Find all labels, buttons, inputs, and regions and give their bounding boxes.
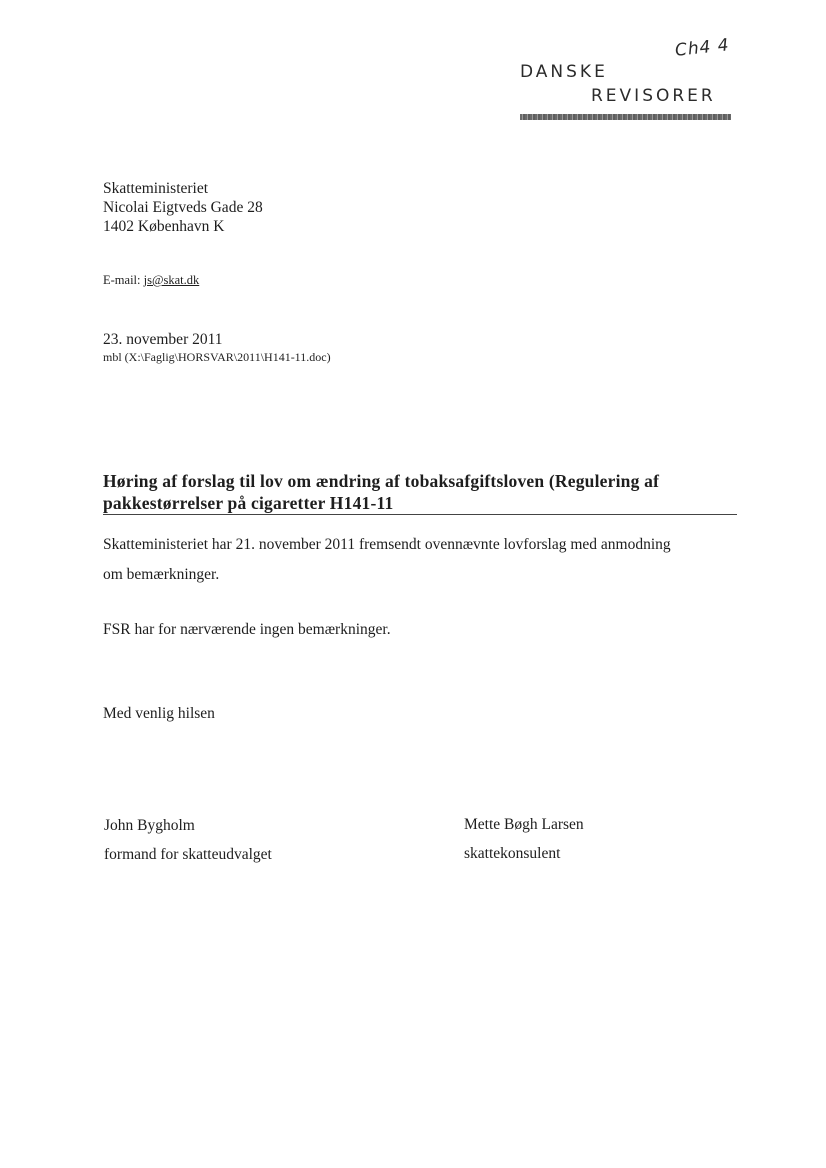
email-label: E-mail:	[103, 273, 144, 287]
danske-revisorer-logo	[520, 62, 732, 122]
letter-date: 23. november 2011	[103, 331, 223, 348]
handwritten-annotation: Ch4 4	[674, 35, 731, 61]
signatory-1-title: formand for skatteudvalget	[104, 846, 272, 863]
subject-underline	[103, 514, 737, 515]
file-reference: mbl (X:\Faglig\HORSVAR\2011\H141-11.doc)	[103, 350, 331, 364]
signatory-1-name: John Bygholm	[104, 817, 195, 834]
recipient-city: 1402 København K	[103, 218, 225, 235]
logo-text-revisorer: REVISORER	[591, 86, 716, 106]
subject-line-2: pakkestørrelser på cigaretter H141-11	[103, 493, 394, 513]
signatory-2-name: Mette Bøgh Larsen	[464, 816, 584, 833]
body-paragraph-2: FSR har for nærværende ingen bemærkninger.	[103, 621, 391, 638]
closing-greeting: Med venlig hilsen	[103, 705, 215, 722]
email-address-link[interactable]: js@skat.dk	[143, 273, 200, 287]
body-paragraph-1-line-2: om bemærkninger.	[103, 566, 220, 583]
body-paragraph-1-line-1: Skatteministeriet har 21. november 2011 fremsendt ovennævnte lovforslag med anmodning	[103, 536, 671, 553]
subject-heading	[103, 470, 743, 514]
logo-bar	[520, 114, 731, 120]
email-line	[103, 273, 199, 288]
subject-line-1: Høring af forslag til lov om ændring af tobaksafgiftsloven (Regulering af	[103, 471, 660, 491]
recipient-address	[103, 179, 263, 236]
recipient-street: Nicolai Eigtveds Gade 28	[103, 199, 263, 216]
signatory-2-title: skattekonsulent	[464, 845, 561, 862]
recipient-name: Skatteministeriet	[103, 180, 209, 197]
logo-text-danske: DANSKE	[520, 62, 608, 82]
